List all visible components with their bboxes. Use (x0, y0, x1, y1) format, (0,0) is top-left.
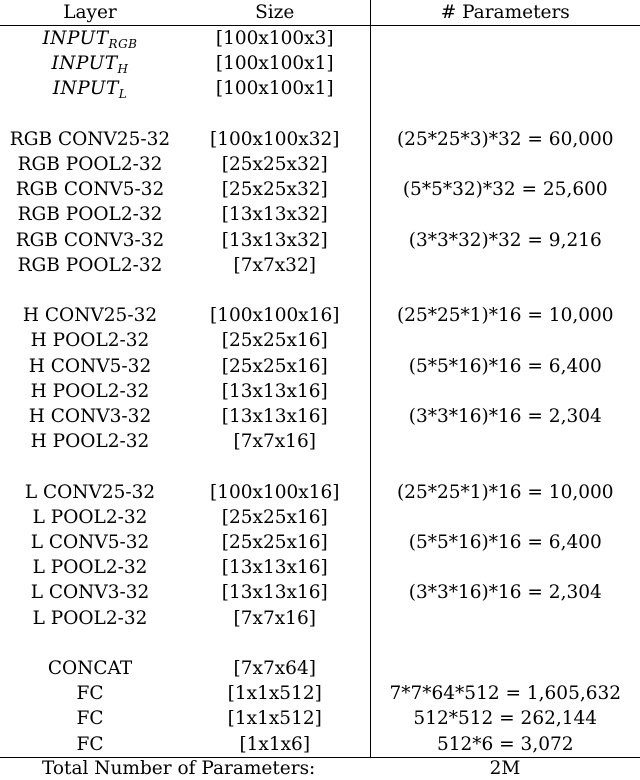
params-cell (370, 76, 640, 101)
table-row (0, 505, 640, 530)
size-cell: [100x100x3] (215, 28, 334, 49)
size-cell: [7x7x16] (233, 431, 316, 453)
params-cell (370, 253, 640, 278)
size-cell: [100x100x32] (210, 128, 340, 150)
table-row (0, 354, 640, 379)
layer-cell: FC (76, 733, 104, 755)
layer-cell: L CONV3-32 (30, 582, 150, 604)
size-cell: [1x1x6] (239, 733, 311, 755)
size-cell: [100x100x1] (215, 78, 334, 100)
params-cell: 7*7*64*512 = 1,605,632 (370, 681, 640, 706)
size-cell: [25x25x16] (221, 532, 328, 554)
size-cell: [13x13x32] (221, 204, 328, 226)
params-cell: (3*3*16)*16 = 2,304 (370, 580, 640, 605)
input-sub: L (118, 87, 128, 102)
total-value: 2M (370, 757, 640, 780)
size-cell: [25x25x16] (221, 355, 328, 377)
table-row (0, 656, 640, 681)
params-cell: (3*3*16)*16 = 2,304 (370, 404, 640, 429)
spacer-row (0, 454, 640, 479)
params-cell (370, 555, 640, 580)
table-row (0, 127, 640, 152)
layer-cell: L POOL2-32 (32, 506, 148, 528)
size-cell: [25x25x16] (221, 330, 328, 352)
input-sub: RGB (108, 37, 138, 51)
params-cell: (5*5*16)*16 = 6,400 (370, 530, 640, 555)
spacer (0, 631, 640, 656)
size-cell: [100x100x1] (215, 53, 334, 75)
table-row (0, 303, 640, 328)
table-row (0, 253, 640, 278)
params-cell: 512*512 = 262,144 (370, 706, 640, 731)
layer-cell: H POOL2-32 (30, 380, 150, 402)
table-row (0, 732, 640, 758)
input-layer-cell (0, 76, 180, 101)
layer-cell: RGB CONV3-32 (15, 229, 165, 251)
table-row (0, 152, 640, 177)
params-cell: (5*5*32)*32 = 25,600 (370, 177, 640, 202)
rgb-block (0, 127, 640, 278)
size-cell: [7x7x16] (233, 607, 316, 629)
final-block (0, 656, 640, 757)
total-section (0, 757, 640, 780)
layer-cell: FC (76, 708, 104, 730)
input-sub: H (117, 62, 129, 77)
params-cell (370, 51, 640, 76)
layer-cell: CONCAT (47, 658, 133, 680)
input-base: INPUT (51, 53, 118, 75)
size-cell: [13x13x16] (221, 380, 328, 402)
size-cell: [1x1x512] (227, 683, 322, 705)
size-cell: [13x13x16] (221, 557, 328, 579)
spacer-row (0, 278, 640, 303)
params-cell: (3*3*32)*32 = 9,216 (370, 228, 640, 253)
table-row (0, 228, 640, 253)
params-cell: (25*25*1)*16 = 10,000 (370, 480, 640, 505)
size-cell: [13x13x16] (221, 582, 328, 604)
table-row (0, 76, 640, 101)
size-cell: [7x7x32] (233, 254, 316, 276)
size-cell: [25x25x16] (221, 506, 328, 528)
table-row (0, 429, 640, 454)
spacer-row (0, 102, 640, 127)
input-base: INPUT (42, 28, 109, 49)
params-cell (370, 202, 640, 227)
layer-cell: L POOL2-32 (32, 607, 148, 629)
input-layer-cell (0, 26, 180, 52)
layer-cell: H POOL2-32 (30, 431, 150, 453)
h-block (0, 303, 640, 454)
table-row (0, 530, 640, 555)
table-row (0, 681, 640, 706)
layer-cell: L CONV25-32 (24, 481, 156, 503)
layer-cell: H CONV25-32 (22, 305, 158, 327)
table-row (0, 51, 640, 76)
layer-cell: L CONV5-32 (30, 532, 150, 554)
spacer (0, 454, 640, 479)
table-row (0, 404, 640, 429)
table-row (0, 480, 640, 505)
layer-cell: RGB POOL2-32 (17, 204, 163, 226)
table-row (0, 328, 640, 353)
params-cell: (5*5*16)*16 = 6,400 (370, 354, 640, 379)
size-cell: [7x7x64] (233, 658, 316, 680)
size-cell: [13x13x32] (221, 229, 328, 251)
input-layer-cell (0, 51, 180, 76)
input-base: INPUT (52, 78, 119, 100)
table-row (0, 606, 640, 631)
header-params: # Parameters (370, 0, 640, 26)
table-row (0, 177, 640, 202)
l-block (0, 480, 640, 631)
header-size: Size (180, 0, 370, 26)
layer-cell: RGB POOL2-32 (17, 154, 163, 175)
size-cell: [100x100x16] (210, 481, 340, 503)
params-cell (370, 26, 640, 52)
params-cell: 512*6 = 3,072 (370, 732, 640, 758)
total-label: Total Number of Parameters: (0, 757, 370, 780)
header-row (0, 0, 640, 26)
size-cell: [25x25x32] (221, 154, 328, 175)
table-row (0, 706, 640, 731)
layer-cell: FC (76, 683, 104, 705)
table-body (0, 26, 640, 127)
layer-cell: H POOL2-32 (30, 330, 150, 352)
layer-cell: RGB CONV5-32 (15, 179, 165, 201)
spacer-row (0, 631, 640, 656)
params-cell (370, 606, 640, 631)
layer-cell: RGB POOL2-32 (17, 254, 163, 276)
spacer (0, 278, 640, 303)
table-header (0, 0, 640, 26)
params-cell: (25*25*1)*16 = 10,000 (370, 303, 640, 328)
total-row (0, 757, 640, 780)
table-row (0, 26, 640, 52)
header-layer: Layer (0, 0, 180, 26)
layer-cell: RGB CONV25-32 (9, 128, 171, 150)
params-cell (370, 328, 640, 353)
layer-cell: L POOL2-32 (32, 557, 148, 579)
size-cell: [25x25x32] (221, 179, 328, 201)
params-cell (370, 152, 640, 177)
table-row (0, 202, 640, 227)
table-row (0, 580, 640, 605)
params-cell: (25*25*3)*32 = 60,000 (370, 127, 640, 152)
size-cell: [1x1x512] (227, 708, 322, 730)
params-cell (370, 505, 640, 530)
size-cell: [13x13x16] (221, 406, 328, 428)
layer-cell: H CONV3-32 (28, 406, 152, 428)
table-row (0, 555, 640, 580)
params-cell (370, 429, 640, 454)
params-cell (370, 656, 640, 681)
table-row (0, 379, 640, 404)
params-cell (370, 379, 640, 404)
size-cell: [100x100x16] (210, 305, 340, 327)
layer-cell: H CONV5-32 (28, 355, 152, 377)
